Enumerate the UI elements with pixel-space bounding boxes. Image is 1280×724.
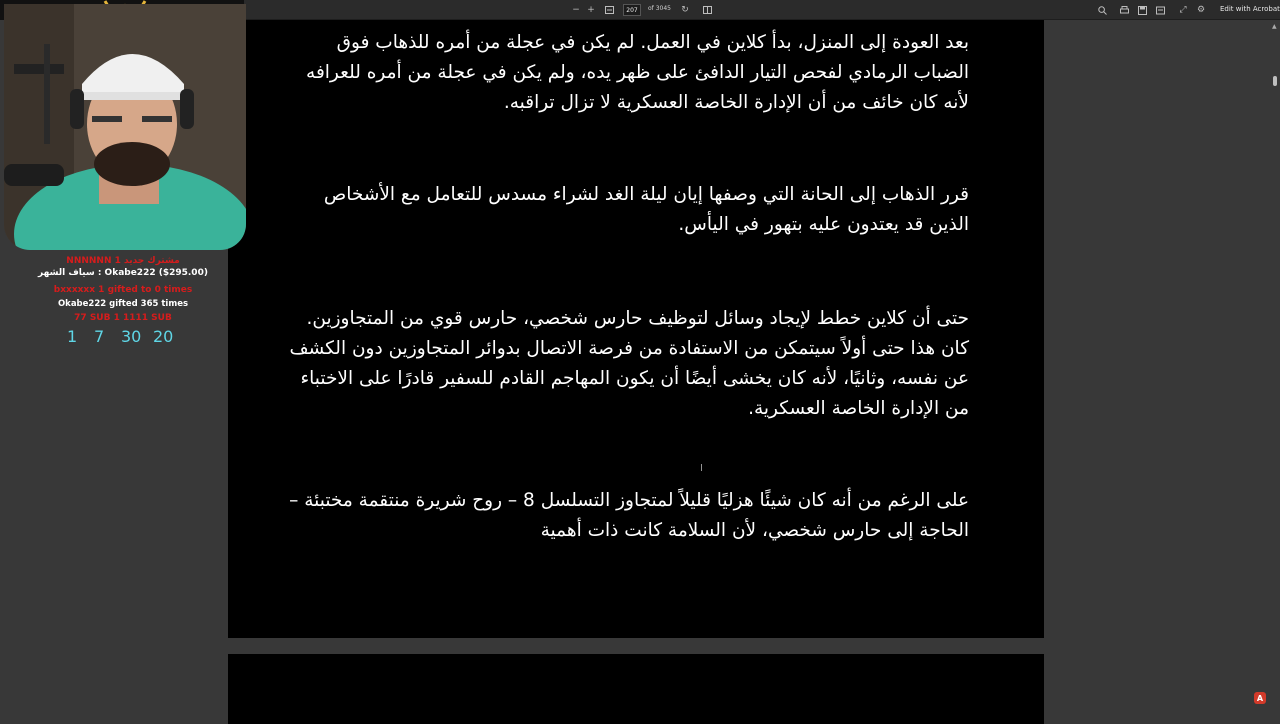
annotate-icon[interactable]	[1154, 4, 1166, 16]
page-total: of 3045	[648, 5, 671, 12]
counter-1: 1	[67, 327, 78, 346]
fit-page-icon[interactable]	[603, 4, 615, 16]
counter-2: 7	[94, 327, 105, 346]
alert-new-subscriber: NNNNNN 1 مشترك جديد	[66, 256, 180, 266]
alert-top-donor: سياف الشهر : Okabe222 ($295.00)	[38, 268, 208, 278]
print-icon[interactable]	[1118, 4, 1130, 16]
pdf-page	[228, 20, 1044, 638]
text-cursor-icon: I	[700, 463, 703, 474]
alert-gift-count: Okabe222 gifted 365 times	[57, 299, 189, 309]
paragraph-4: على الرغم من أنه كان شيئًا هزليًا قليلاً لمتجاوز التسلسل 8 – روح شريرة منتقمة مختبئة – الحاجة إلى حارس شخصي، لأن السلامة كانت ذات أهمية	[289, 490, 969, 541]
paragraph-1: بعد العودة إلى المنزل، بدأ كلاين في العمل. لم يكن في عجلة من أمره للذهاب فوق الضباب الرمادي لفحص التيار الدافئ على ظهر يده، ولم يكن في عجلة من أمره للعرافه لأنه كان خائف من أن الإدارة الخاصة العسكرية لا تزال تراقبه.	[306, 32, 969, 113]
page-number-input[interactable]: 207	[623, 4, 641, 16]
edit-with-acrobat-button[interactable]: Edit with Acrobat	[1220, 5, 1280, 13]
counter-3: 30	[121, 327, 142, 346]
view-mode-icon[interactable]	[701, 4, 713, 16]
scroll-up-icon[interactable]: ▲	[1272, 23, 1277, 30]
scrollbar-thumb[interactable]	[1273, 76, 1277, 86]
settings-icon[interactable]: ⚙	[1196, 5, 1206, 15]
expand-icon[interactable]: ⤢	[1179, 5, 1187, 15]
webcam-feed	[4, 4, 246, 250]
pdf-page-next	[228, 654, 1044, 724]
search-icon[interactable]	[1096, 4, 1108, 16]
paragraph-2: قرر الذهاب إلى الحانة التي وصفها إيان ليلة الغد لشراء مسدس للتعامل مع الأشخاص الذين قد يعتدون عليه بتهور في اليأس.	[323, 184, 969, 235]
alert-gifted: bxxxxxx 1 gifted to 0 times	[53, 285, 193, 295]
zoom-in-icon[interactable]: +	[587, 5, 595, 15]
save-icon[interactable]	[1136, 4, 1148, 16]
scrollbar[interactable]	[1270, 22, 1278, 720]
counter-4: 20	[153, 327, 174, 346]
acrobat-icon[interactable]: A	[1254, 692, 1266, 704]
zoom-out-icon[interactable]: −	[572, 5, 580, 15]
sub-counters	[60, 327, 190, 347]
alert-sub-goal: 77 SUB 1 1111 SUB	[74, 313, 172, 323]
rotate-icon[interactable]: ↻	[681, 5, 689, 15]
paragraph-3: حتى أن كلاين خطط لإيجاد وسائل لتوظيف حارس شخصي، حارس قوي من المتجاوزين. كان هذا حتى أولاً سيتمكن من الاستفادة من فرصة الاتصال بدوائر المتجاوزين دون الكشف عن نفسه، وثانيًا، لأنه كان يخشى أيضًا أن يكون المهاجم القادم للسفير قادرًا على الاختباء من الإدارة الخاصة العسكرية.	[289, 308, 969, 419]
